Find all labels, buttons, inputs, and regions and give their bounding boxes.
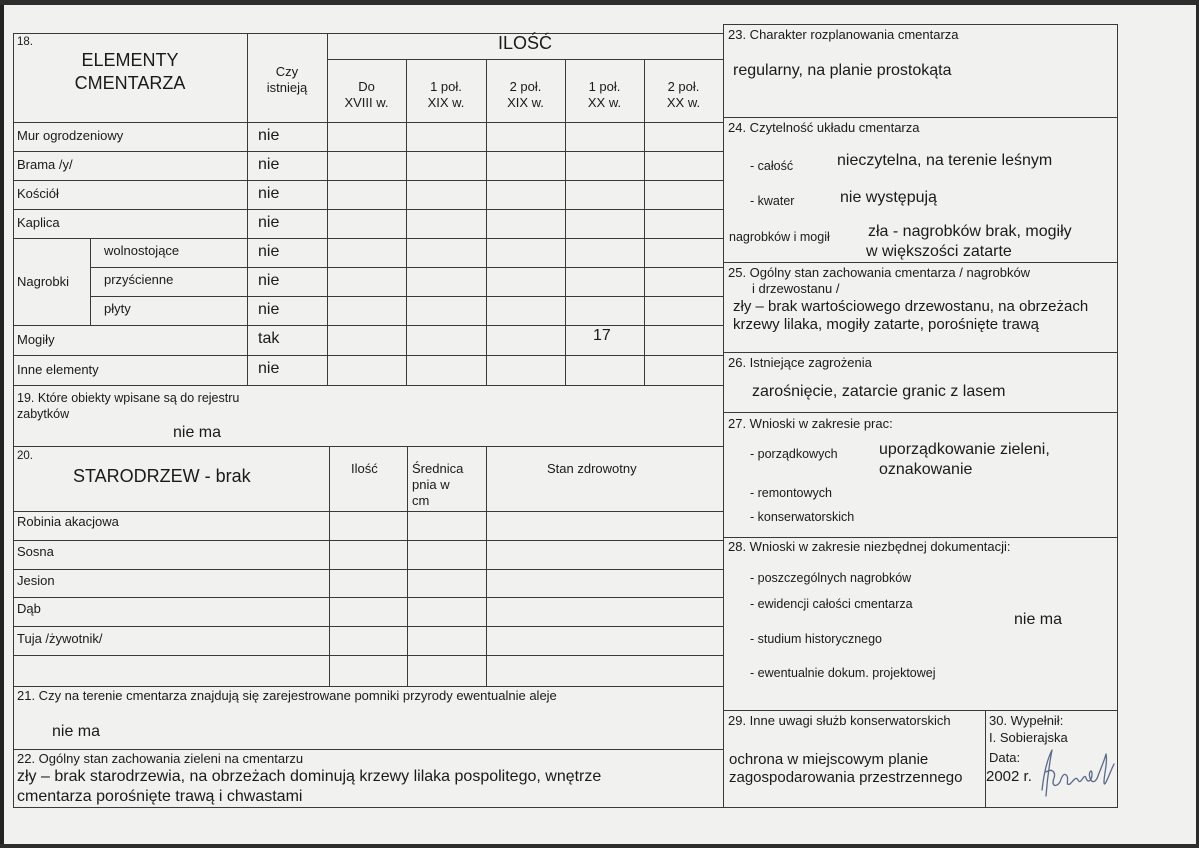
section-label: 26. Istniejące zagrożenia [728,355,872,370]
period-header: 1 poł. [588,79,621,94]
doc-item: - studium historycznego [750,632,883,646]
row-value: nie [258,360,280,377]
section-title-line1: ELEMENTY [81,50,179,70]
column-header-ilosc: Ilość [351,461,378,476]
section-label: 27. Wnioski w zakresie prac: [728,416,893,431]
row-label: płyty [104,301,131,316]
item-label: nagrobków i mogił [729,230,830,244]
column-header-srednica: Średnica [412,461,464,476]
item-value-line2: oznakowanie [879,461,973,478]
section-label: 22. Ogólny stan zachowania zieleni na cmentarzu [17,751,304,766]
section-label: 29. Inne uwagi służb konserwatorskich [728,713,951,728]
section-value: nie ma [1014,611,1063,628]
row-group-label-nagrobki: Nagrobki [17,274,70,289]
doc-item: - ewentualnie dokum. projektowej [750,666,936,680]
column-header-ilosc: ILOŚĆ [497,33,553,53]
item-label: - całość [750,159,794,173]
item-label: - konserwatorskich [750,510,855,524]
column-header-stan: Stan zdrowotny [547,461,637,476]
tree-row-label: Dąb [17,601,41,616]
tree-row-label: Sosna [17,544,54,559]
section-value: nie ma [52,723,101,740]
period-header: XX w. [666,95,701,110]
row-value: nie [258,301,280,318]
item-value-line1: uporządkowanie zieleni, [879,441,1050,458]
row-label: Inne elementy [17,362,99,377]
section-value-line1: ochrona w miejscowym planie [729,751,929,768]
row-label: Mur ogrodzeniowy [17,128,124,143]
scan-edge-left [0,0,4,848]
row-value: nie [258,185,280,202]
tree-row-label: Tuja /żywotnik/ [17,631,103,646]
row-label: Brama /y/ [17,157,73,172]
section-value: regularny, na planie prostokąta [733,62,952,79]
period-header: XIX w. [507,95,544,110]
item-label: - remontowych [750,486,832,500]
item-value: nieczytelna, na terenie leśnym [837,152,1053,169]
row-label: przyścienne [104,272,174,287]
column-header-istnieja: istnieją [266,80,308,95]
doc-item: - ewidencji całości cmentarza [750,597,913,611]
column-header-czy: Czy [275,64,299,79]
row-value: nie [258,156,280,173]
section-label: 25. Ogólny stan zachowania cmentarza / nagrobków [728,265,1031,280]
tree-row-label: Robinia akacjowa [17,514,119,529]
period-header: 2 poł. [509,79,542,94]
doc-item: - poszczególnych nagrobków [750,571,912,585]
section-title-line2: CMENTARZA [74,73,186,93]
section-number: 18. [17,36,33,48]
row-label: Mogiły [17,332,55,347]
section-label: i drzewostanu / [752,281,840,296]
row-value: nie [258,272,280,289]
period-header: 2 poł. [667,79,700,94]
section-label: 19. Które obiekty wpisane są do rejestru [17,391,240,405]
section-value: nie ma [173,424,222,441]
section-label: 30. Wypełnił: [989,713,1064,728]
period-header: XX w. [587,95,622,110]
section-label: 28. Wnioski w zakresie niezbędnej dokumentacji: [728,539,1011,554]
column-header-srednica: pnia w [412,477,450,492]
section-label: 21. Czy na terenie cmentarza znajdują się zarejestrowane pomniki przyrody ewentualnie aleje [17,688,557,703]
period-header: XIX w. [427,95,465,110]
period-header: Do [358,79,375,94]
mogily-count: 17 [593,327,611,344]
row-label: Kaplica [17,215,60,230]
date-year: 2002 r. [986,768,1032,785]
tree-row-label: Jesion [17,573,55,588]
item-label: - porządkowych [750,447,838,461]
row-label: wolnostojące [104,243,180,258]
section-label: 23. Charakter rozplanowania cmentarza [728,27,959,42]
column-header-srednica: cm [412,493,430,508]
period-header: XVIII w. [344,95,389,110]
scan-edge-top [0,0,1199,5]
row-label: Kościół [17,186,59,201]
section-value-line1: zły – brak wartościowego drzewostanu, na obrzeżach [733,298,1089,315]
section-value-line2: krzewy lilaka, mogiły zatarte, porośnięte trawą [733,316,1039,333]
section-label: 24. Czytelność układu cmentarza [728,120,920,135]
filled-by-name: I. Sobierajska [989,730,1068,745]
section-number: 20. [17,450,33,462]
section-value-line1: zły – brak starodrzewia, na obrzeżach dominują krzewy lilaka pospolitego, wnętrze [17,768,602,785]
item-value: nie występują [840,189,937,206]
section-value: zarośnięcie, zatarcie granic z lasem [752,383,1006,400]
scan-edge-bottom [0,844,1199,848]
section-label: zabytków [17,407,70,421]
row-value: tak [258,330,280,347]
section-value-line2: cmentarza porośnięte trawą i chwastami [17,788,303,805]
section-value-line2: zagospodarowania przestrzennego [729,769,963,786]
row-value: nie [258,127,280,144]
period-header: 1 poł. [430,79,462,94]
item-label: - kwater [750,194,795,208]
section-title: STARODRZEW - brak [73,466,251,486]
row-value: nie [258,214,280,231]
row-value: nie [258,243,280,260]
item-value-line1: zła - nagrobków brak, mogiły [868,223,1072,240]
date-label: Data: [989,750,1021,765]
item-value-line2: w większości zatarte [866,243,1012,260]
handwritten-signature [1034,742,1118,800]
